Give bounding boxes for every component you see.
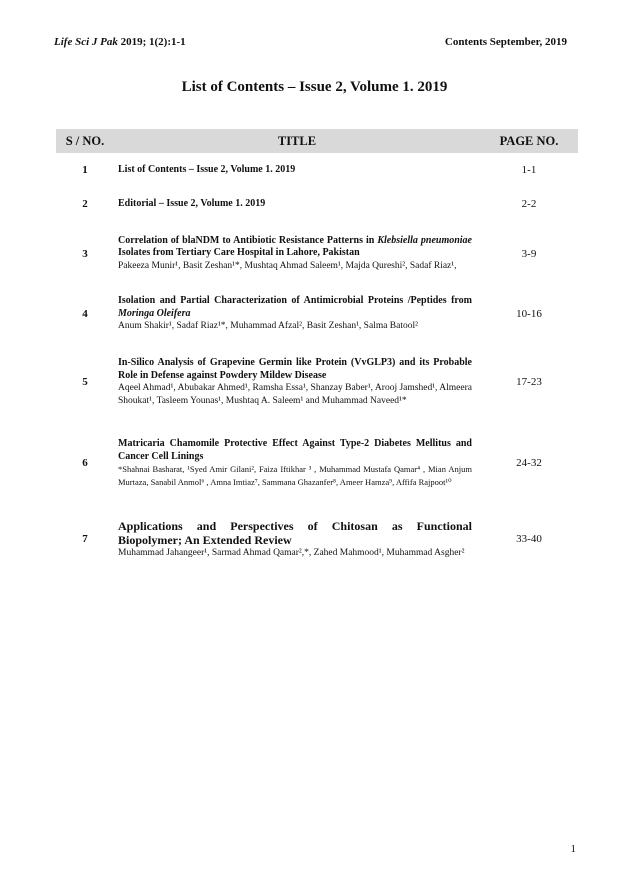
- table-row: [56, 504, 578, 574]
- document-title: List of Contents – Issue 2, Volume 1. 2019: [181, 79, 448, 95]
- article-title[interactable]: Applications and Perspectives of Chitosan as Functional Biopolymer; An Extended Review: [118, 518, 472, 547]
- page-range: 3-9: [521, 247, 537, 260]
- article-title[interactable]: Matricaria Chamomile Protective Effect Against Type-2 Diabetes Mellitus and Cancer Cell Linings: [118, 438, 472, 462]
- row-number: 5: [82, 376, 88, 388]
- row-entry: [114, 422, 480, 504]
- row-number: 2: [82, 198, 88, 210]
- article-title[interactable]: In-Silico Analysis of Grapevine Germin like Protein (VvGLP3) and its Probable Role in Defense against Powdery Mildew Disease: [118, 357, 472, 381]
- row-number: 3: [82, 247, 88, 260]
- row-number: 7: [82, 533, 88, 545]
- table-row: [56, 187, 578, 221]
- column-header-sno: S / NO.: [65, 133, 105, 148]
- column-header-title: TITLE: [277, 133, 317, 148]
- article-title[interactable]: Correlation of blaNDM to Antibiotic Resistance Patterns in Klebsiella pneumoniae Isolates from Tertiary Care Hospital in Lahore, Pakistan: [118, 234, 472, 259]
- row-number: 1: [82, 164, 88, 176]
- page-number: 1: [570, 843, 576, 855]
- row-entry: [114, 187, 480, 221]
- page-range: 10-16: [516, 308, 542, 320]
- row-entry: [114, 221, 480, 286]
- running-header-right: Contents September, 2019: [444, 36, 567, 48]
- article-authors: Pakeeza Munir¹, Basit Zeshan¹*, Mushtaq Ahmad Saleem¹, Majda Qureshi², Sadaf Riaz¹,: [118, 260, 457, 271]
- page-range: 1-1: [521, 164, 537, 176]
- running-header-citation: [54, 36, 186, 48]
- row-entry: [114, 504, 480, 574]
- article-title[interactable]: Editorial – Issue 2, Volume 1. 2019: [118, 197, 266, 209]
- row-entry: [114, 153, 480, 187]
- table-row: [56, 153, 578, 187]
- row-number: 4: [82, 308, 88, 320]
- citation-text: 2019; 1(2):1-1: [117, 36, 186, 48]
- page-range: 2-2: [521, 198, 537, 210]
- page-range: 17-23: [516, 376, 542, 388]
- column-header-pages: PAGE NO.: [499, 133, 559, 148]
- row-entry: [114, 342, 480, 422]
- article-authors: Anum Shakir¹, Sadaf Riaz¹*, Muhammad Afzal², Basit Zeshan¹, Salma Batool²: [118, 321, 418, 332]
- article-authors: *Shahnai Basharat, ¹Syed Amir Gilani², Faiza Iftikhar ³ , Muhammad Mustafa Qamar⁴ , Mian Anjum Murtaza, Sanabil Anmol⁶ , Amna Imtiaz⁷, Sammana Ghazanfer⁸, Ameer Hamza⁹, Affifa Rajpoot¹⁰: [118, 464, 472, 487]
- article-authors: Muhammad Jahangeer¹, Sarmad Ahmad Qamar²,*, Zahed Mahmood¹, Muhammad Asgher²: [118, 547, 465, 558]
- article-title[interactable]: Isolation and Partial Characterization of Antimicrobial Proteins /Peptides from Moringa Oleifera: [118, 295, 472, 319]
- table-row: [56, 422, 578, 504]
- journal-name: Life Sci J Pak: [54, 36, 118, 48]
- row-entry: [114, 286, 480, 342]
- page-range: 33-40: [516, 533, 542, 545]
- article-authors: Aqeel Ahmad¹, Abubakar Ahmed¹, Ramsha Essa¹, Shanzay Baber¹, Arooj Jamshed¹, Almeera Shoukat¹, Tasleem Younas¹, Mushtaq A. Saleem¹ and Muhammad Naveed¹*: [118, 383, 472, 406]
- page-range: 24-32: [516, 457, 542, 469]
- table-header-row: [56, 129, 578, 153]
- table-row: [56, 342, 578, 422]
- table-row: [56, 286, 578, 342]
- table-row: [56, 221, 578, 286]
- article-title[interactable]: List of Contents – Issue 2, Volume 1. 2019: [118, 163, 296, 175]
- contents-table: [56, 129, 578, 574]
- row-number: 6: [82, 457, 88, 469]
